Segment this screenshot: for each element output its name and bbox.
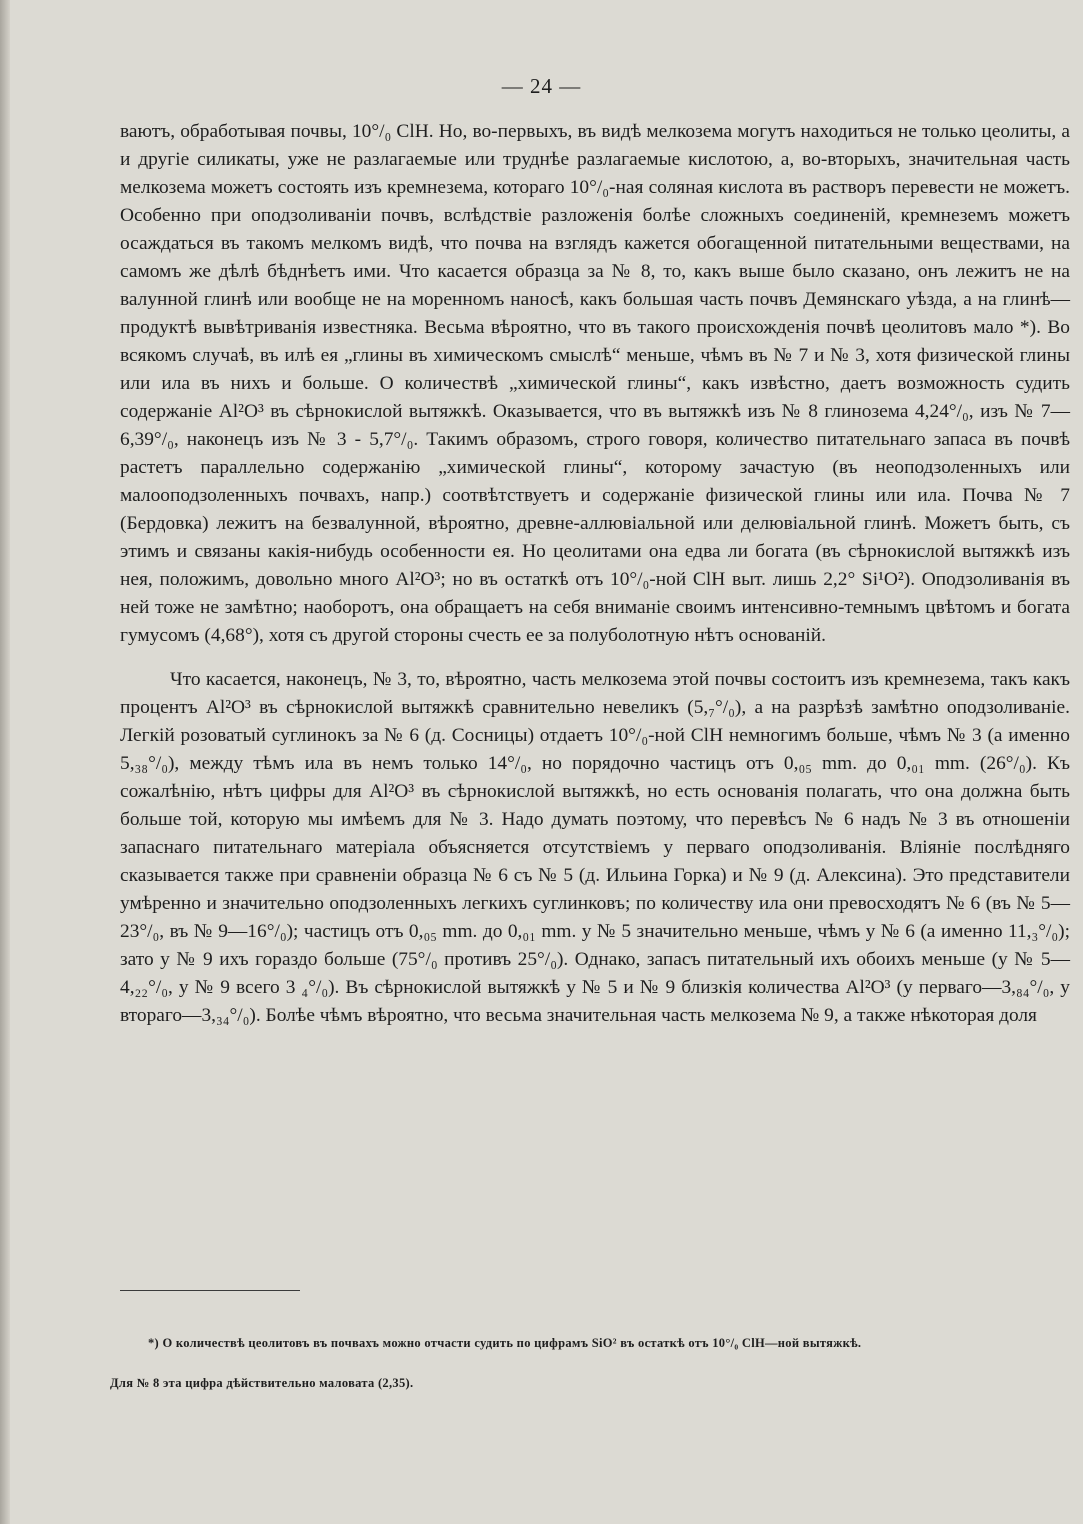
footnote-divider <box>120 1290 300 1291</box>
paragraph-1: ваютъ, обработывая почвы, 10°/₀ ClH. Но, во-первыхъ, въ видѣ мелкозема могутъ находиться не только цеолиты, а и другіе силикаты, уже не разлагаемые или труднѣе разлагаемые кислотою, а, во-вторыхъ, значительная часть мелкозема можетъ состоять изъ кремнезема, котораго 10°/₀-ная соляная кислота въ растворъ перевести не можетъ. Особенно при оподзоливаніи почвъ, вслѣдствіе разложенія болѣе сложныхъ соединеній, кремнеземъ можетъ осаждаться въ такомъ мелкомъ видѣ, что почва на взглядъ кажется обогащенной питательными веществами, на самомъ же дѣлѣ бѣднѣетъ ими. Что касается образца за № 8, то, какъ выше было сказано, онъ лежитъ не на валунной глинѣ или вообще не на моренномъ наносѣ, какъ большая часть почвъ Демянскаго уѣзда, а на глинѣ—продуктѣ вывѣтриванія известняка. Весьма вѣроятно, что въ такого происхожденія почвѣ цеолитовъ мало *). Во всякомъ случаѣ, въ илѣ ея „глины въ химическомъ смыслѣ“ меньше, чѣмъ въ № 7 и № 3, хотя физической глины или ила въ нихъ и больше. О количествѣ „химической глины“, какъ извѣстно, даетъ возможность судить содержаніе Al²O³ въ сѣрнокислой вытяжкѣ. Оказывается, что въ вытяжкѣ изъ № 8 глинозема 4,24°/₀, изъ № 7—6,39°/₀, наконецъ изъ № 3 - 5,7°/₀. Такимъ образомъ, строго говоря, количество питательнаго запаса въ почвѣ растетъ параллельно содержанію „химической глины“, которому зачастую (въ неоподзоленныхъ или малооподзоленныхъ почвахъ, напр.) соотвѣтствуетъ и содержаніе физической глины или ила. Почва № 7 (Бердовка) лежитъ на безвалунной, вѣроятно, древне-аллювіальной или делювіальной глинѣ. Можетъ быть, съ этимъ и связаны какія-нибудь особенности ея. Но цеолитами она едва ли богата (въ сѣрнокислой вытяжкѣ изъ нея, положимъ, довольно много Al²O³; но въ остаткѣ отъ 10°/₀-ной ClH выт. лишь 2,2° Si¹O²). Оподзоливанія въ ней тоже не замѣтно; наоборотъ, она обращаетъ на себя вниманіе своимъ интенсивно-темнымъ цвѣтомъ и богата гумусомъ (4,68°), хотя съ другой стороны счесть ее за полуболотную нѣтъ основаній. <box>120 121 1070 646</box>
footnote-line-2: Для № 8 эта цифра дѣйствительно маловата (2,35). <box>110 1376 414 1390</box>
page-binding-edge <box>0 0 10 1524</box>
footnote-line-1: *) О количествѣ цеолитовъ въ почвахъ можно отчасти судить по цифрамъ SiO² въ остаткѣ отъ 10°/₀ ClH—ной вытяжкѣ. <box>148 1336 862 1350</box>
paragraph-2: Что касается, наконецъ, № 3, то, вѣроятно, часть мелкозема этой почвы состоитъ изъ кремнезема, такъ какъ процентъ Al²O³ въ сѣрнокислой вытяжкѣ сравнительно невеликъ (5,₇°/₀), а на разрѣзѣ замѣтно оподзоливаніе. Легкій розоватый суглинокъ за № 6 (д. Сосницы) отдаетъ 10°/₀-ной ClH немногимъ больше, чѣмъ № 3 (а именно 5,₃₈°/₀), между тѣмъ ила въ немъ только 14°/₀, но порядочно частицъ отъ 0,₀₅ mm. до 0,₀₁ mm. (26°/₀). Къ сожалѣнію, нѣтъ цифры для Al²O³ въ сѣрнокислой вытяжкѣ, но есть основанія полагать, что она должна быть больше той, которую мы имѣемъ для № 3. Надо думать поэтому, что перевѣсъ № 6 надъ № 3 въ отношеніи запаснаго питательнаго матеріала объясняется отсутствіемъ у перваго оподзоливанія. Вліяніе послѣдняго сказывается также при сравненіи образца № 6 съ № 5 (д. Ильина Горка) и № 9 (д. Алексина). Это представители умѣренно и значительно оподзоленныхъ легкихъ суглинковъ; по количеству ила они превосходятъ № 6 (въ № 5—23°/₀, въ № 9—16°/₀); частицъ отъ 0,₀₅ mm. до 0,₀₁ mm. у № 5 значительно меньше, чѣмъ у № 6 (а именно 11,₃°/₀); зато у № 9 ихъ гораздо больше (75°/₀ противъ 25°/₀). Однако, запасъ питательный ихъ обоихъ меньше (у № 5—4,₂₂°/₀, у № 9 всего 3 ₄°/₀). Въ сѣрнокислой вытяжкѣ у № 5 и № 9 близкія количества Al²O³ (у перваго—3,₈₄°/₀, у втораго—3,₃₄°/₀). Болѣе чѣмъ вѣроятно, что весьма значительная часть мелкозема № 9, а также нѣкоторая доля <box>120 669 1070 1026</box>
page-number: — 24 — <box>501 74 582 98</box>
footnote <box>110 1313 1070 1413</box>
body-text <box>120 118 1070 1030</box>
